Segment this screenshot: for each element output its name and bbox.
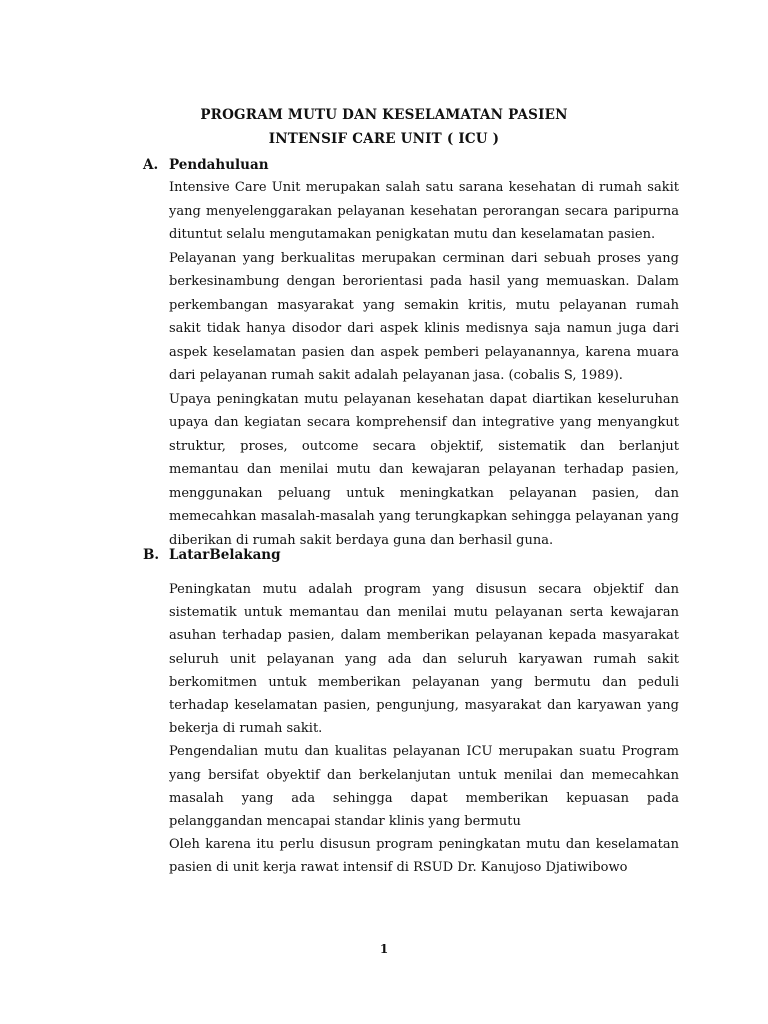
section-a-heading	[143, 157, 269, 173]
section-b-heading	[143, 547, 281, 563]
page-number: 1	[379, 942, 389, 956]
document-title-line-2: INTENSIF CARE UNIT ( ICU )	[268, 131, 500, 147]
section-a-paragraph-1: Intensive Care Unit merupakan salah satu sarana kesehatan di rumah sakit yang menyelenggarakan pelayanan kesehatan perorangan secara paripurna dituntut selalu mengutamakan penigkatan mutu dan keselamatan pasien.	[169, 180, 679, 242]
section-b-body	[169, 578, 679, 880]
section-b-title: LatarBelakang	[169, 547, 281, 563]
section-a-body	[169, 176, 679, 552]
section-a-title: Pendahuluan	[169, 157, 269, 173]
section-b-paragraph-2: Pengendalian mutu dan kualitas pelayanan ICU merupakan suatu Program yang bersifat obyektif dan berkelanjutan untuk menilai dan memecahkan masalah yang ada sehingga dapat memberikan kepuasan pada pelanggandan mencapai standar klinis yang bermutu	[169, 744, 679, 830]
section-b-paragraph-1: Peningkatan mutu adalah program yang disusun secara objektif dan sistematik untuk memantau dan menilai mutu pelayanan serta kewajaran asuhan terhadap pasien, dalam memberikan pelayanan kepada masyarakat seluruh unit pelayanan yang ada dan seluruh karyawan rumah sakit berkomitmen untuk memberikan pelayanan yang bermutu dan peduli terhadap keselamatan pasien, pengunjung, masyarakat dan karyawan yang bekerja di rumah sakit.	[169, 582, 679, 737]
section-b-letter: B.	[143, 547, 160, 563]
section-a-paragraph-3: Upaya peningkatan mutu pelayanan kesehatan dapat diartikan keseluruhan upaya dan kegiatan secara komprehensif dan integrative yang menyangkut struktur, proses, outcome secara objektif, sistematik dan berlanjut memantau dan menilai mutu dan kewajaran pelayanan terhadap pasien, menggunakan peluang untuk meningkatkan pelayanan pasien, dan memecahkan masalah-masalah yang terungkapkan sehingga pelayanan yang diberikan di rumah sakit berdaya guna dan berhasil guna.	[169, 391, 679, 548]
section-a-letter: A.	[143, 157, 159, 173]
section-b-paragraph-3: Oleh karena itu perlu disusun program peningkatan mutu dan keselamatan pasien di unit kerja rawat intensif di RSUD Dr. Kanujoso Djatiwibowo	[169, 837, 679, 876]
section-a-paragraph-2: Pelayanan yang berkualitas merupakan cerminan dari sebuah proses yang berkesinambung dengan berorientasi pada hasil yang memuaskan. Dalam perkembangan masyarakat yang semakin kritis, mutu pelayanan rumah sakit tidak hanya disodor dari aspek klinis medisnya saja namun juga dari aspek keselamatan pasien dan aspek pemberi pelayanannya, karena muara dari pelayanan rumah sakit adalah pelayanan jasa. (cobalis S, 1989).	[169, 250, 679, 383]
document-title-line-1: PROGRAM MUTU DAN KESELAMATAN PASIEN	[200, 107, 568, 123]
